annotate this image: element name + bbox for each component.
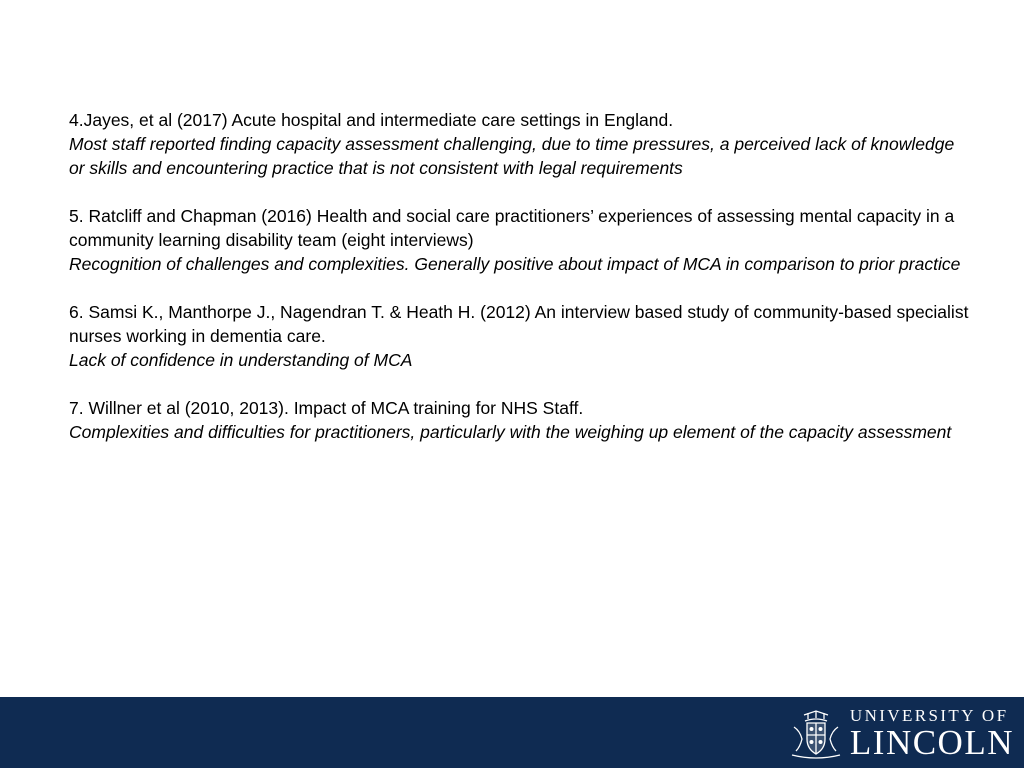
references-list [69,108,969,468]
reference-citation: 7. Willner et al (2010, 2013). Impact of MCA training for NHS Staff. [69,398,584,418]
crest-icon [790,709,842,759]
reference-citation: 6. Samsi K., Manthorpe J., Nagendran T. & Heath H. (2012) An interview based study of community-based specialist nurses working in dementia care. [69,302,969,346]
wordmark-line1: UNIVERSITY OF [849,706,1009,725]
footer-bar [0,697,1024,768]
reference-finding: Recognition of challenges and complexities. Generally positive about impact of MCA in comparison to prior practice [69,254,961,274]
reference-finding: Complexities and difficulties for practitioners, particularly with the weighing up element of the capacity assessment [69,422,952,442]
university-wordmark [850,707,1014,760]
reference-citation: 5. Ratcliff and Chapman (2016) Health and social care practitioners’ experiences of assessing mental capacity in a community learning disability team (eight interviews) [69,206,955,250]
wordmark-line2: LINCOLN [849,723,1014,762]
reference-finding: Lack of confidence in understanding of MCA [69,350,413,370]
university-logo [790,707,1014,760]
reference-entry-samsi [69,300,969,372]
reference-citation: 4.Jayes, et al (2017) Acute hospital and intermediate care settings in England. [69,110,674,130]
reference-entry-willner [69,396,969,444]
reference-entry-ratcliff [69,204,969,276]
reference-entry-jayes [69,108,969,180]
reference-finding: Most staff reported finding capacity assessment challenging, due to time pressures, a perceived lack of knowledge or skills and encountering practice that is not consistent with legal requirements [69,134,955,178]
